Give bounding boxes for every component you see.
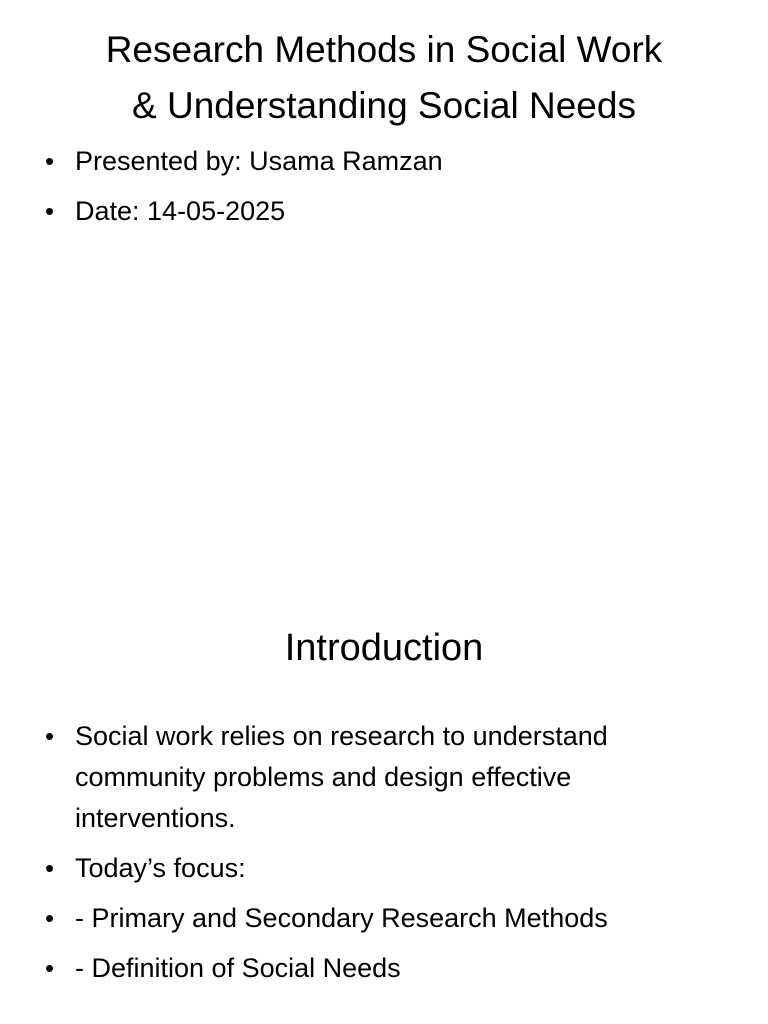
list-item	[38, 948, 738, 989]
presenter-bullet	[38, 141, 738, 182]
bullet-icon: •	[45, 721, 55, 751]
list-item	[38, 848, 738, 889]
presenter-text: Presented by: Usama Ramzan	[75, 146, 443, 176]
bullet-icon: •	[45, 853, 55, 883]
bullet-icon: •	[45, 146, 55, 176]
title-line-2: & Understanding Social Needs	[132, 85, 636, 126]
list-item-text: - Primary and Secondary Research Methods	[75, 903, 608, 933]
title-line-1: Research Methods in Social Work	[105, 29, 663, 70]
title-slide-bullet-list	[38, 141, 738, 241]
introduction-slide	[0, 560, 768, 1024]
bullet-icon: •	[45, 196, 55, 226]
presentation-title	[0, 22, 768, 134]
list-item-text: Today’s focus:	[75, 853, 246, 883]
bullet-icon: •	[45, 903, 55, 933]
bullet-icon: •	[45, 953, 55, 983]
date-bullet	[38, 191, 738, 232]
list-item-text: Social work relies on research to understand community problems and design effective interventions.	[75, 721, 608, 833]
date-text: Date: 14-05-2025	[75, 196, 286, 226]
list-item	[38, 716, 738, 839]
introduction-bullet-list	[38, 716, 738, 998]
list-item-text: - Definition of Social Needs	[75, 953, 401, 983]
slide-title: Introduction	[284, 627, 484, 669]
list-item	[38, 898, 738, 939]
